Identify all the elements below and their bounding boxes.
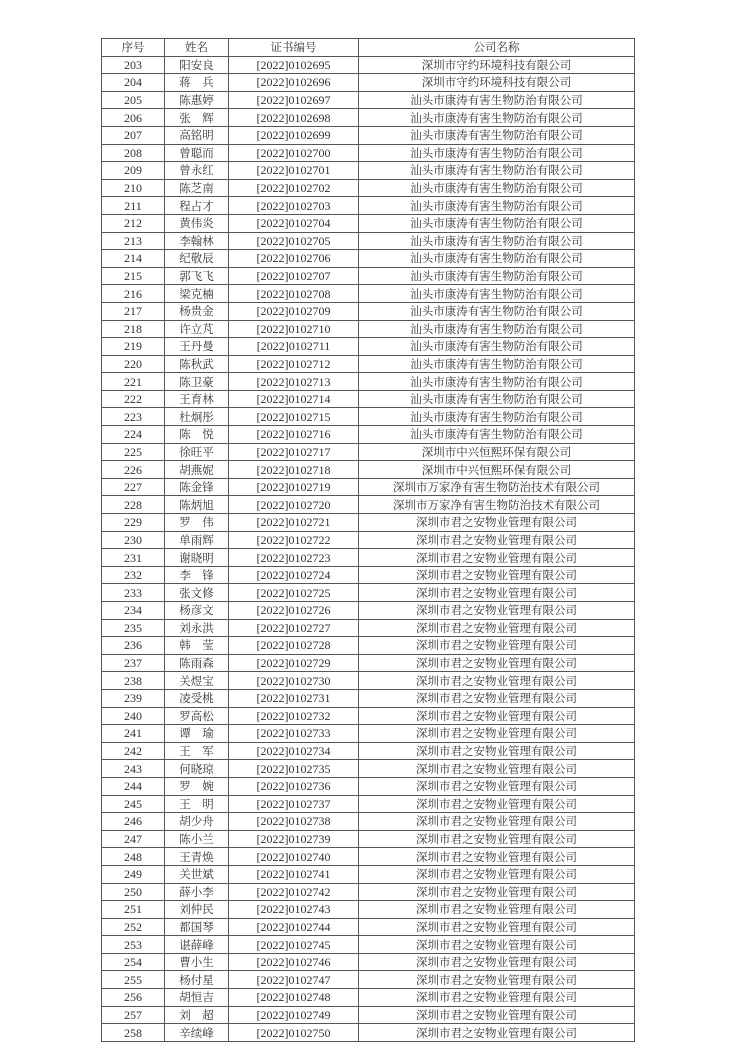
cell-company: 汕头市康涛有害生物防治有限公司 bbox=[359, 162, 635, 180]
table-row bbox=[102, 672, 635, 690]
header-company: 公司名称 bbox=[359, 39, 635, 57]
cell-name: 杨贵金 bbox=[165, 302, 229, 320]
cell-company: 深圳市君之安物业管理有限公司 bbox=[359, 830, 635, 848]
table-row bbox=[102, 813, 635, 831]
cell-index: 246 bbox=[102, 813, 165, 831]
cell-company: 深圳市君之安物业管理有限公司 bbox=[359, 795, 635, 813]
cell-company: 汕头市康涛有害生物防治有限公司 bbox=[359, 91, 635, 109]
cell-name: 韩 莹 bbox=[165, 637, 229, 655]
cell-index: 231 bbox=[102, 549, 165, 567]
cell-index: 247 bbox=[102, 830, 165, 848]
cell-index: 203 bbox=[102, 56, 165, 74]
cell-index: 229 bbox=[102, 514, 165, 532]
cell-cert-no: [2022]0102735 bbox=[229, 760, 359, 778]
table-row bbox=[102, 214, 635, 232]
cell-index: 218 bbox=[102, 320, 165, 338]
cell-index: 205 bbox=[102, 91, 165, 109]
cell-cert-no: [2022]0102732 bbox=[229, 707, 359, 725]
cell-index: 216 bbox=[102, 285, 165, 303]
cell-cert-no: [2022]0102748 bbox=[229, 989, 359, 1007]
cell-name: 程占才 bbox=[165, 197, 229, 215]
cell-name: 罗高松 bbox=[165, 707, 229, 725]
cell-cert-no: [2022]0102750 bbox=[229, 1024, 359, 1042]
cell-name: 胡燕妮 bbox=[165, 461, 229, 479]
cell-cert-no: [2022]0102698 bbox=[229, 109, 359, 127]
table-row bbox=[102, 514, 635, 532]
table-row bbox=[102, 725, 635, 743]
cell-company: 深圳市君之安物业管理有限公司 bbox=[359, 531, 635, 549]
cell-company: 深圳市君之安物业管理有限公司 bbox=[359, 971, 635, 989]
table-row bbox=[102, 302, 635, 320]
cell-company: 深圳市君之安物业管理有限公司 bbox=[359, 918, 635, 936]
cell-name: 王 明 bbox=[165, 795, 229, 813]
table-row bbox=[102, 461, 635, 479]
cell-name: 胡恒吉 bbox=[165, 989, 229, 1007]
cell-cert-no: [2022]0102701 bbox=[229, 162, 359, 180]
cell-index: 224 bbox=[102, 426, 165, 444]
cell-index: 256 bbox=[102, 989, 165, 1007]
cell-name: 王 军 bbox=[165, 742, 229, 760]
cell-cert-no: [2022]0102711 bbox=[229, 338, 359, 356]
table-header-row bbox=[102, 39, 635, 57]
cell-name: 刘 超 bbox=[165, 1006, 229, 1024]
cell-cert-no: [2022]0102713 bbox=[229, 373, 359, 391]
cell-name: 蒋 兵 bbox=[165, 74, 229, 92]
cell-name: 阳安良 bbox=[165, 56, 229, 74]
table-row bbox=[102, 777, 635, 795]
cell-cert-no: [2022]0102741 bbox=[229, 865, 359, 883]
cell-name: 单雨辉 bbox=[165, 531, 229, 549]
cell-company: 深圳市君之安物业管理有限公司 bbox=[359, 883, 635, 901]
table-row bbox=[102, 901, 635, 919]
cell-cert-no: [2022]0102729 bbox=[229, 654, 359, 672]
cell-cert-no: [2022]0102746 bbox=[229, 953, 359, 971]
cell-company: 汕头市康涛有害生物防治有限公司 bbox=[359, 285, 635, 303]
cell-name: 谭 瑜 bbox=[165, 725, 229, 743]
cell-name: 杨彦文 bbox=[165, 602, 229, 620]
table-row bbox=[102, 742, 635, 760]
table-row bbox=[102, 109, 635, 127]
cell-index: 228 bbox=[102, 496, 165, 514]
cell-company: 深圳市君之安物业管理有限公司 bbox=[359, 584, 635, 602]
cell-company: 深圳市君之安物业管理有限公司 bbox=[359, 989, 635, 1007]
cell-company: 深圳市君之安物业管理有限公司 bbox=[359, 602, 635, 620]
cell-index: 206 bbox=[102, 109, 165, 127]
cell-company: 汕头市康涛有害生物防治有限公司 bbox=[359, 408, 635, 426]
cell-name: 谌薛峰 bbox=[165, 936, 229, 954]
cell-index: 238 bbox=[102, 672, 165, 690]
table-row bbox=[102, 478, 635, 496]
table-row bbox=[102, 56, 635, 74]
table-row bbox=[102, 1024, 635, 1042]
table-row bbox=[102, 496, 635, 514]
cell-company: 深圳市君之安物业管理有限公司 bbox=[359, 953, 635, 971]
cell-index: 244 bbox=[102, 777, 165, 795]
cell-company: 深圳市君之安物业管理有限公司 bbox=[359, 742, 635, 760]
cell-index: 250 bbox=[102, 883, 165, 901]
cell-cert-no: [2022]0102704 bbox=[229, 214, 359, 232]
header-index: 序号 bbox=[102, 39, 165, 57]
table-row bbox=[102, 918, 635, 936]
cell-name: 刘仲民 bbox=[165, 901, 229, 919]
cell-name: 纪敬辰 bbox=[165, 250, 229, 268]
cell-company: 深圳市君之安物业管理有限公司 bbox=[359, 848, 635, 866]
cell-company: 深圳市守约环境科技有限公司 bbox=[359, 74, 635, 92]
cell-company: 汕头市康涛有害生物防治有限公司 bbox=[359, 126, 635, 144]
cell-company: 深圳市君之安物业管理有限公司 bbox=[359, 813, 635, 831]
cell-company: 深圳市君之安物业管理有限公司 bbox=[359, 936, 635, 954]
table-row bbox=[102, 584, 635, 602]
cell-company: 深圳市君之安物业管理有限公司 bbox=[359, 901, 635, 919]
cell-index: 208 bbox=[102, 144, 165, 162]
table-row bbox=[102, 426, 635, 444]
cell-name: 陈 悦 bbox=[165, 426, 229, 444]
cell-name: 杨付星 bbox=[165, 971, 229, 989]
cell-name: 曾永红 bbox=[165, 162, 229, 180]
table-row bbox=[102, 144, 635, 162]
cell-cert-no: [2022]0102695 bbox=[229, 56, 359, 74]
cell-name: 张文修 bbox=[165, 584, 229, 602]
cell-name: 曹小生 bbox=[165, 953, 229, 971]
cell-name: 关世斌 bbox=[165, 865, 229, 883]
cell-index: 230 bbox=[102, 531, 165, 549]
cell-cert-no: [2022]0102708 bbox=[229, 285, 359, 303]
table-row bbox=[102, 320, 635, 338]
cell-cert-no: [2022]0102696 bbox=[229, 74, 359, 92]
cell-cert-no: [2022]0102739 bbox=[229, 830, 359, 848]
cell-name: 都国琴 bbox=[165, 918, 229, 936]
cell-cert-no: [2022]0102731 bbox=[229, 689, 359, 707]
table-row bbox=[102, 566, 635, 584]
cell-company: 深圳市守约环境科技有限公司 bbox=[359, 56, 635, 74]
table-row bbox=[102, 531, 635, 549]
cell-name: 杜炯彤 bbox=[165, 408, 229, 426]
cell-cert-no: [2022]0102710 bbox=[229, 320, 359, 338]
cell-name: 陈芝南 bbox=[165, 179, 229, 197]
cell-name: 关煜宝 bbox=[165, 672, 229, 690]
table-row bbox=[102, 989, 635, 1007]
cell-index: 252 bbox=[102, 918, 165, 936]
table-row bbox=[102, 1006, 635, 1024]
cell-cert-no: [2022]0102730 bbox=[229, 672, 359, 690]
header-name: 姓名 bbox=[165, 39, 229, 57]
cell-company: 深圳市君之安物业管理有限公司 bbox=[359, 689, 635, 707]
table-row bbox=[102, 707, 635, 725]
cell-cert-no: [2022]0102700 bbox=[229, 144, 359, 162]
cell-index: 235 bbox=[102, 619, 165, 637]
cell-cert-no: [2022]0102707 bbox=[229, 267, 359, 285]
cell-name: 许立芃 bbox=[165, 320, 229, 338]
cell-cert-no: [2022]0102699 bbox=[229, 126, 359, 144]
cell-cert-no: [2022]0102724 bbox=[229, 566, 359, 584]
table-row bbox=[102, 936, 635, 954]
cell-name: 李翰林 bbox=[165, 232, 229, 250]
table-row bbox=[102, 443, 635, 461]
cell-cert-no: [2022]0102723 bbox=[229, 549, 359, 567]
cell-company: 汕头市康涛有害生物防治有限公司 bbox=[359, 390, 635, 408]
cell-name: 何晓琼 bbox=[165, 760, 229, 778]
cell-cert-no: [2022]0102703 bbox=[229, 197, 359, 215]
cell-company: 汕头市康涛有害生物防治有限公司 bbox=[359, 144, 635, 162]
table-row bbox=[102, 795, 635, 813]
table-row bbox=[102, 830, 635, 848]
cell-cert-no: [2022]0102744 bbox=[229, 918, 359, 936]
cell-cert-no: [2022]0102747 bbox=[229, 971, 359, 989]
cell-index: 222 bbox=[102, 390, 165, 408]
cell-company: 汕头市康涛有害生物防治有限公司 bbox=[359, 232, 635, 250]
cell-name: 郭飞飞 bbox=[165, 267, 229, 285]
table-row bbox=[102, 267, 635, 285]
cell-index: 217 bbox=[102, 302, 165, 320]
cell-cert-no: [2022]0102721 bbox=[229, 514, 359, 532]
cell-name: 谢晓明 bbox=[165, 549, 229, 567]
cell-cert-no: [2022]0102719 bbox=[229, 478, 359, 496]
cell-name: 辛续峰 bbox=[165, 1024, 229, 1042]
table-row bbox=[102, 162, 635, 180]
cell-index: 253 bbox=[102, 936, 165, 954]
cell-cert-no: [2022]0102714 bbox=[229, 390, 359, 408]
cell-name: 凌受桃 bbox=[165, 689, 229, 707]
cell-index: 234 bbox=[102, 602, 165, 620]
table-row bbox=[102, 602, 635, 620]
cell-name: 陈小兰 bbox=[165, 830, 229, 848]
cell-company: 深圳市君之安物业管理有限公司 bbox=[359, 619, 635, 637]
cell-index: 255 bbox=[102, 971, 165, 989]
cell-index: 212 bbox=[102, 214, 165, 232]
cell-company: 深圳市君之安物业管理有限公司 bbox=[359, 514, 635, 532]
cell-index: 221 bbox=[102, 373, 165, 391]
cell-company: 深圳市君之安物业管理有限公司 bbox=[359, 654, 635, 672]
cell-index: 219 bbox=[102, 338, 165, 356]
cell-name: 李 锋 bbox=[165, 566, 229, 584]
cell-company: 汕头市康涛有害生物防治有限公司 bbox=[359, 214, 635, 232]
cell-company: 汕头市康涛有害生物防治有限公司 bbox=[359, 267, 635, 285]
cell-company: 汕头市康涛有害生物防治有限公司 bbox=[359, 355, 635, 373]
cell-index: 243 bbox=[102, 760, 165, 778]
table-row bbox=[102, 760, 635, 778]
cell-name: 高铭明 bbox=[165, 126, 229, 144]
cell-company: 深圳市中兴恒熙环保有限公司 bbox=[359, 443, 635, 461]
cell-name: 王丹曼 bbox=[165, 338, 229, 356]
cell-cert-no: [2022]0102706 bbox=[229, 250, 359, 268]
cell-company: 汕头市康涛有害生物防治有限公司 bbox=[359, 373, 635, 391]
cell-index: 258 bbox=[102, 1024, 165, 1042]
cell-cert-no: [2022]0102726 bbox=[229, 602, 359, 620]
cell-index: 210 bbox=[102, 179, 165, 197]
cell-index: 245 bbox=[102, 795, 165, 813]
cell-company: 深圳市君之安物业管理有限公司 bbox=[359, 865, 635, 883]
cell-company: 深圳市君之安物业管理有限公司 bbox=[359, 637, 635, 655]
table-row bbox=[102, 285, 635, 303]
cell-index: 227 bbox=[102, 478, 165, 496]
cell-index: 242 bbox=[102, 742, 165, 760]
table-row bbox=[102, 390, 635, 408]
cell-cert-no: [2022]0102717 bbox=[229, 443, 359, 461]
table-row bbox=[102, 865, 635, 883]
cell-company: 汕头市康涛有害生物防治有限公司 bbox=[359, 320, 635, 338]
table-row bbox=[102, 549, 635, 567]
table-row bbox=[102, 971, 635, 989]
cell-cert-no: [2022]0102725 bbox=[229, 584, 359, 602]
table-row bbox=[102, 74, 635, 92]
cell-cert-no: [2022]0102718 bbox=[229, 461, 359, 479]
cell-index: 213 bbox=[102, 232, 165, 250]
table-row bbox=[102, 373, 635, 391]
cell-name: 陈卫豪 bbox=[165, 373, 229, 391]
cell-name: 陈金锋 bbox=[165, 478, 229, 496]
cell-cert-no: [2022]0102734 bbox=[229, 742, 359, 760]
cell-cert-no: [2022]0102705 bbox=[229, 232, 359, 250]
table-row bbox=[102, 250, 635, 268]
cell-cert-no: [2022]0102743 bbox=[229, 901, 359, 919]
cell-index: 204 bbox=[102, 74, 165, 92]
table-row bbox=[102, 619, 635, 637]
cell-company: 汕头市康涛有害生物防治有限公司 bbox=[359, 426, 635, 444]
cell-cert-no: [2022]0102736 bbox=[229, 777, 359, 795]
cell-company: 深圳市君之安物业管理有限公司 bbox=[359, 549, 635, 567]
cell-cert-no: [2022]0102709 bbox=[229, 302, 359, 320]
header-cert-no: 证书编号 bbox=[229, 39, 359, 57]
cell-company: 汕头市康涛有害生物防治有限公司 bbox=[359, 197, 635, 215]
cell-index: 223 bbox=[102, 408, 165, 426]
cell-index: 257 bbox=[102, 1006, 165, 1024]
table-row bbox=[102, 654, 635, 672]
cell-index: 220 bbox=[102, 355, 165, 373]
table-row bbox=[102, 197, 635, 215]
cell-name: 薛小李 bbox=[165, 883, 229, 901]
cell-cert-no: [2022]0102738 bbox=[229, 813, 359, 831]
certificate-table bbox=[101, 38, 635, 1042]
cell-cert-no: [2022]0102737 bbox=[229, 795, 359, 813]
cell-company: 汕头市康涛有害生物防治有限公司 bbox=[359, 250, 635, 268]
cell-index: 251 bbox=[102, 901, 165, 919]
cell-index: 248 bbox=[102, 848, 165, 866]
cell-name: 梁克楠 bbox=[165, 285, 229, 303]
cell-index: 249 bbox=[102, 865, 165, 883]
cell-index: 237 bbox=[102, 654, 165, 672]
cell-cert-no: [2022]0102697 bbox=[229, 91, 359, 109]
cell-index: 209 bbox=[102, 162, 165, 180]
cell-cert-no: [2022]0102733 bbox=[229, 725, 359, 743]
cell-company: 深圳市君之安物业管理有限公司 bbox=[359, 725, 635, 743]
cell-name: 胡少舟 bbox=[165, 813, 229, 831]
cell-company: 深圳市君之安物业管理有限公司 bbox=[359, 777, 635, 795]
table-row bbox=[102, 689, 635, 707]
cell-index: 226 bbox=[102, 461, 165, 479]
cell-index: 241 bbox=[102, 725, 165, 743]
cell-index: 233 bbox=[102, 584, 165, 602]
cell-name: 黄伟炎 bbox=[165, 214, 229, 232]
cell-index: 236 bbox=[102, 637, 165, 655]
cell-index: 225 bbox=[102, 443, 165, 461]
table-row bbox=[102, 408, 635, 426]
cell-name: 刘永洪 bbox=[165, 619, 229, 637]
cell-name: 张 辉 bbox=[165, 109, 229, 127]
cell-name: 罗 婉 bbox=[165, 777, 229, 795]
cell-index: 211 bbox=[102, 197, 165, 215]
table-row bbox=[102, 91, 635, 109]
table-row bbox=[102, 953, 635, 971]
cell-company: 深圳市万家净有害生物防治技术有限公司 bbox=[359, 496, 635, 514]
table-row bbox=[102, 232, 635, 250]
cell-company: 汕头市康涛有害生物防治有限公司 bbox=[359, 302, 635, 320]
table-row bbox=[102, 179, 635, 197]
table-row bbox=[102, 883, 635, 901]
cell-name: 陈雨森 bbox=[165, 654, 229, 672]
cell-company: 汕头市康涛有害生物防治有限公司 bbox=[359, 109, 635, 127]
cell-name: 王青焕 bbox=[165, 848, 229, 866]
cell-cert-no: [2022]0102727 bbox=[229, 619, 359, 637]
cell-index: 232 bbox=[102, 566, 165, 584]
cell-name: 罗 伟 bbox=[165, 514, 229, 532]
cell-company: 深圳市万家净有害生物防治技术有限公司 bbox=[359, 478, 635, 496]
cell-name: 陈炳旭 bbox=[165, 496, 229, 514]
cell-company: 深圳市君之安物业管理有限公司 bbox=[359, 1024, 635, 1042]
table-row bbox=[102, 637, 635, 655]
cell-name: 徐旺平 bbox=[165, 443, 229, 461]
cell-cert-no: [2022]0102749 bbox=[229, 1006, 359, 1024]
table-row bbox=[102, 848, 635, 866]
cell-index: 254 bbox=[102, 953, 165, 971]
table-row bbox=[102, 355, 635, 373]
cell-name: 王育林 bbox=[165, 390, 229, 408]
cell-cert-no: [2022]0102715 bbox=[229, 408, 359, 426]
cell-index: 240 bbox=[102, 707, 165, 725]
cell-name: 陈秋武 bbox=[165, 355, 229, 373]
cell-company: 深圳市中兴恒熙环保有限公司 bbox=[359, 461, 635, 479]
cell-index: 239 bbox=[102, 689, 165, 707]
cell-index: 215 bbox=[102, 267, 165, 285]
cell-company: 深圳市君之安物业管理有限公司 bbox=[359, 1006, 635, 1024]
cell-index: 214 bbox=[102, 250, 165, 268]
cell-name: 曾聪而 bbox=[165, 144, 229, 162]
cell-company: 深圳市君之安物业管理有限公司 bbox=[359, 672, 635, 690]
table-row bbox=[102, 126, 635, 144]
cell-cert-no: [2022]0102745 bbox=[229, 936, 359, 954]
cell-company: 深圳市君之安物业管理有限公司 bbox=[359, 707, 635, 725]
table-body bbox=[102, 56, 635, 1041]
cell-company: 汕头市康涛有害生物防治有限公司 bbox=[359, 179, 635, 197]
cell-cert-no: [2022]0102728 bbox=[229, 637, 359, 655]
cell-cert-no: [2022]0102712 bbox=[229, 355, 359, 373]
table-row bbox=[102, 338, 635, 356]
cell-cert-no: [2022]0102720 bbox=[229, 496, 359, 514]
cell-name: 陈惠婷 bbox=[165, 91, 229, 109]
cell-cert-no: [2022]0102742 bbox=[229, 883, 359, 901]
cell-cert-no: [2022]0102702 bbox=[229, 179, 359, 197]
cell-cert-no: [2022]0102716 bbox=[229, 426, 359, 444]
cell-index: 207 bbox=[102, 126, 165, 144]
cell-cert-no: [2022]0102722 bbox=[229, 531, 359, 549]
cell-company: 汕头市康涛有害生物防治有限公司 bbox=[359, 338, 635, 356]
cell-cert-no: [2022]0102740 bbox=[229, 848, 359, 866]
cell-company: 深圳市君之安物业管理有限公司 bbox=[359, 566, 635, 584]
cell-company: 深圳市君之安物业管理有限公司 bbox=[359, 760, 635, 778]
